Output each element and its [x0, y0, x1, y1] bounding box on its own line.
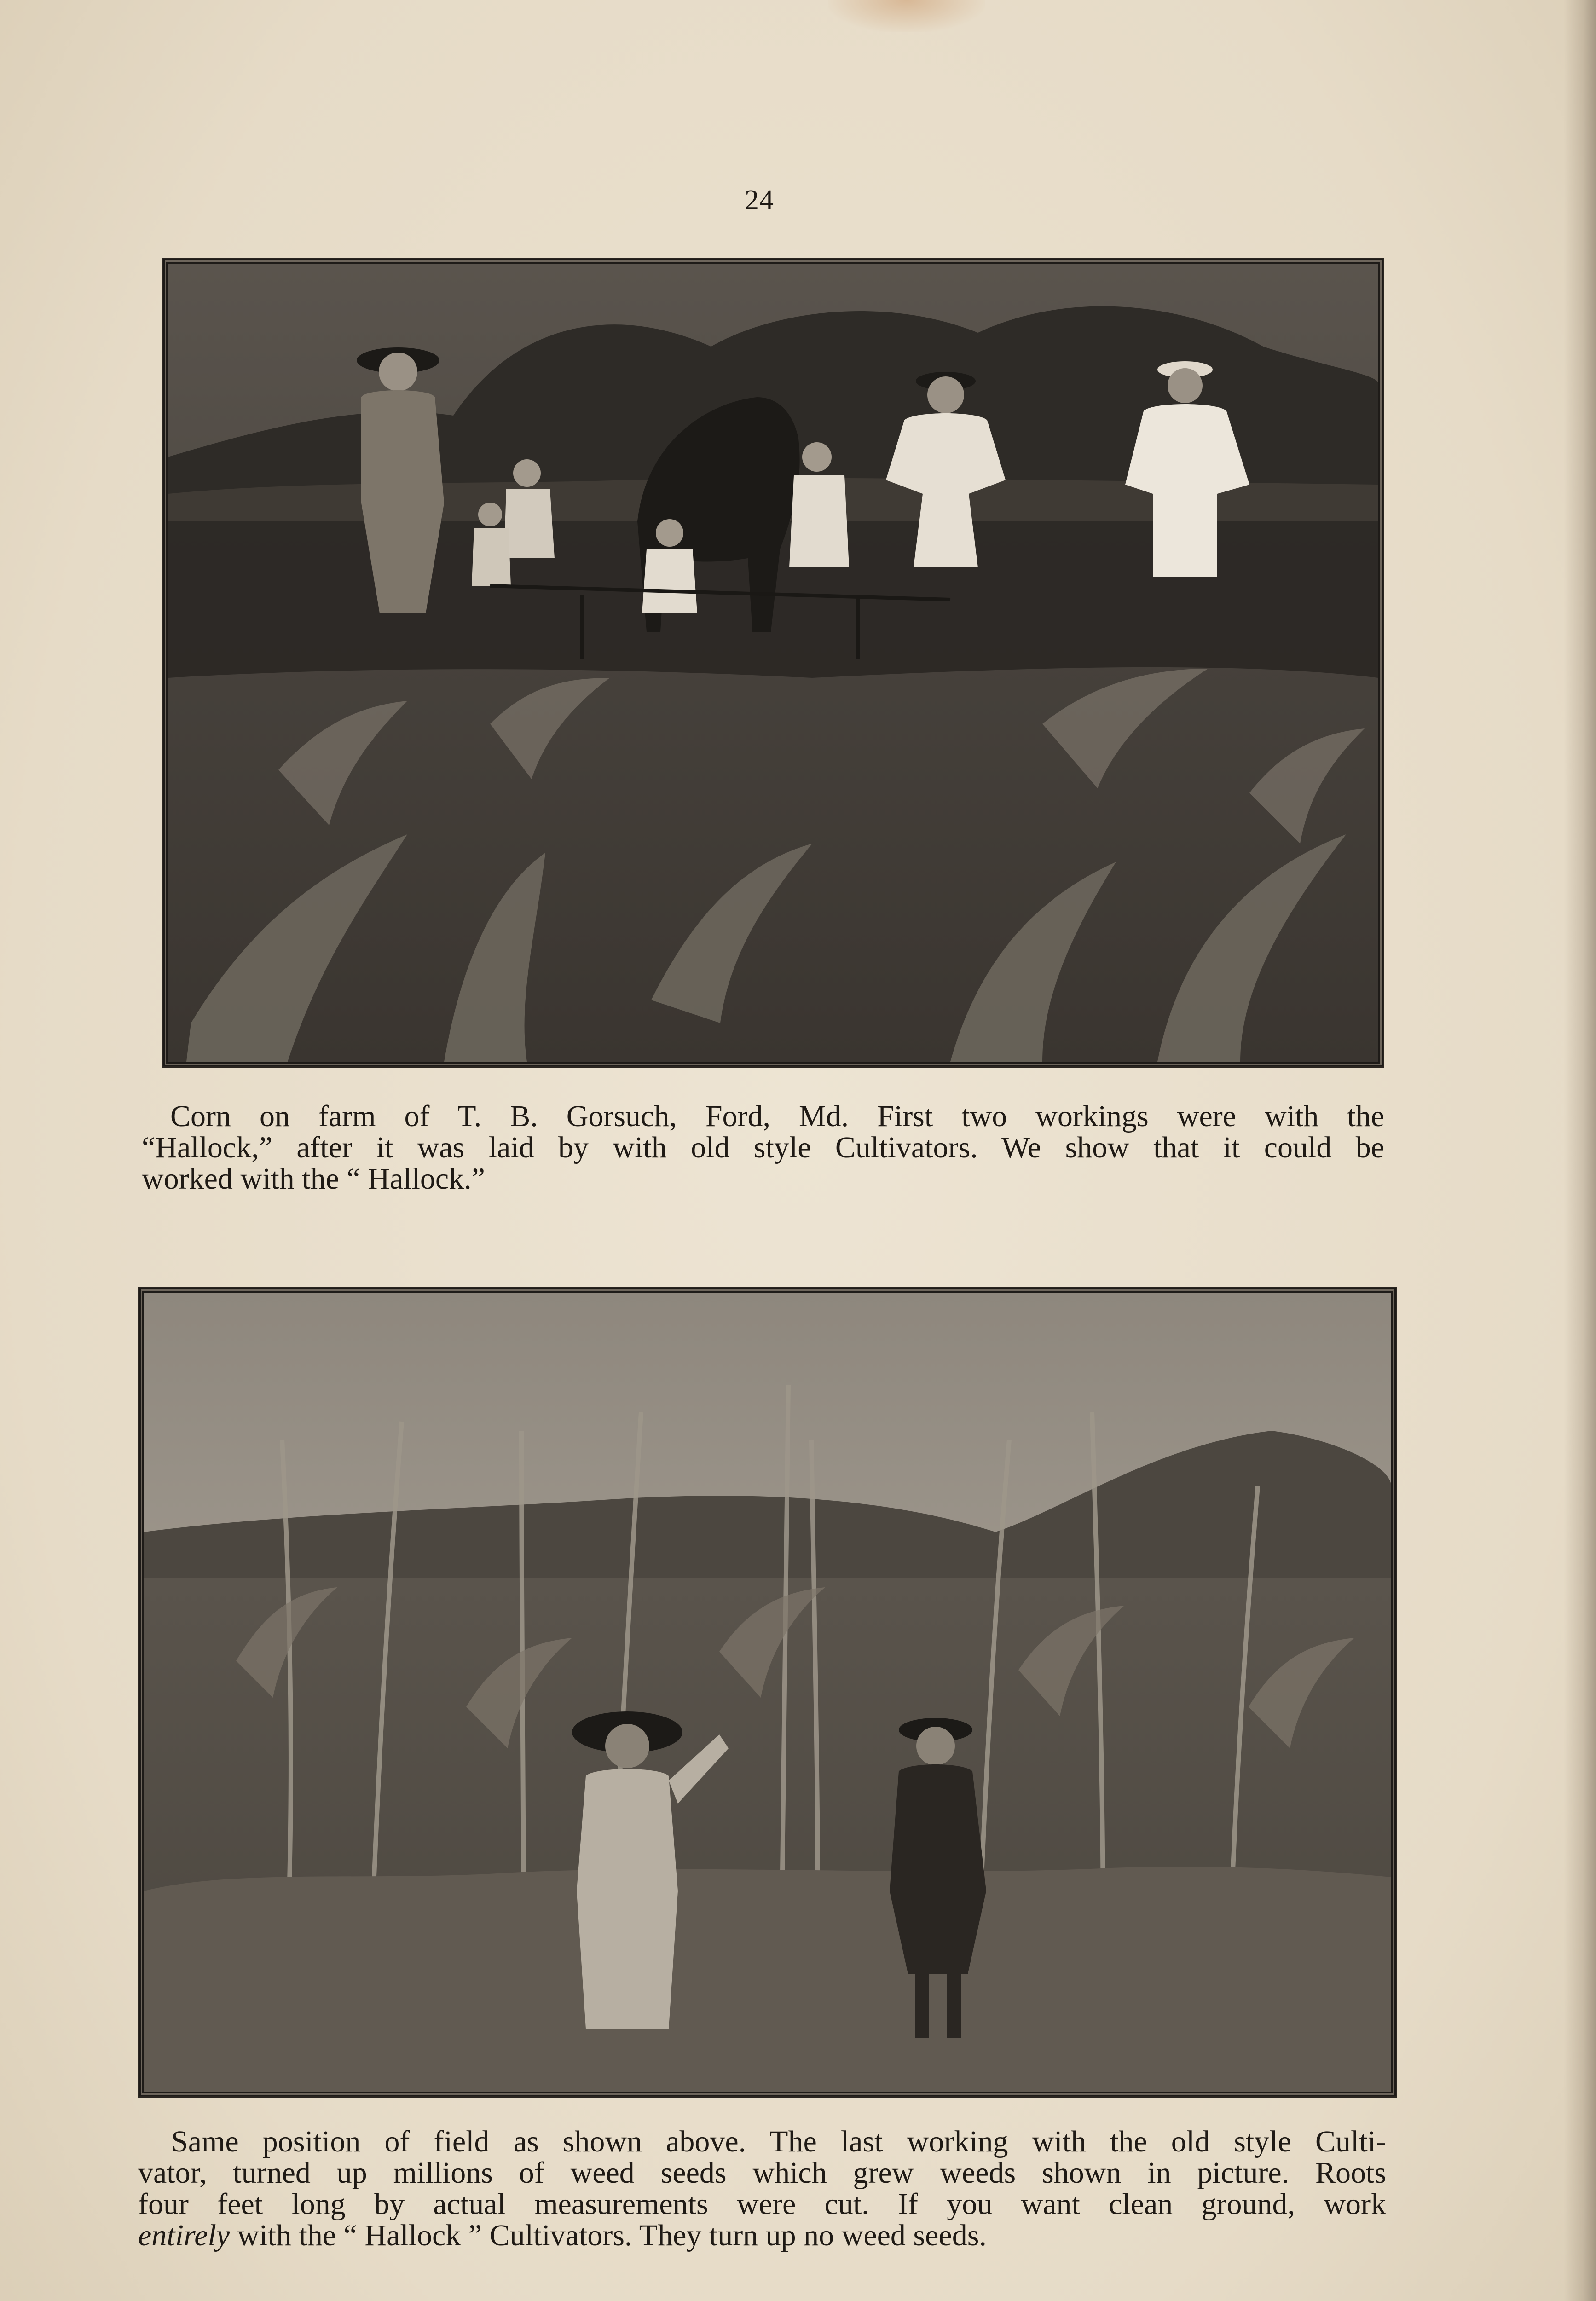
caption-line: four feet long by actual measurements were cut. If you want clean ground, work: [138, 2187, 1386, 2221]
top-photo-frame: [162, 258, 1384, 1068]
caption-line: “Hallock,” after it was laid by with old style Cultivators. We show that it could be: [142, 1131, 1384, 1164]
corn-field-with-horse-cultivator-photo: [168, 264, 1378, 1062]
caption-line: Corn on farm of T. B. Gorsuch, Ford, Md. First two workings were with the: [170, 1099, 1384, 1133]
paper-stain: [828, 0, 985, 32]
caption-line-final: [138, 2220, 1386, 2251]
bottom-photo-caption: [138, 2126, 1386, 2251]
page-spine-shadow: [1564, 0, 1596, 2301]
bottom-photo-frame: [138, 1287, 1397, 2098]
caption-line: Same position of field as shown above. The last working with the old style Culti-: [171, 2125, 1386, 2158]
page-number: 24: [745, 185, 774, 216]
caption-line: vator, turned up millions of weed seeds which grew weeds shown in picture. Roots: [138, 2156, 1386, 2190]
top-photo-caption: [142, 1101, 1384, 1195]
caption-line-rest: with the “ Hallock ” Cultivators. They turn up no weed seeds.: [230, 2219, 987, 2252]
caption-line: worked with the “ Hallock.”: [142, 1162, 485, 1196]
weedy-field-two-men-photo: [144, 1293, 1391, 2092]
caption-emphasis: entirely: [138, 2219, 230, 2252]
